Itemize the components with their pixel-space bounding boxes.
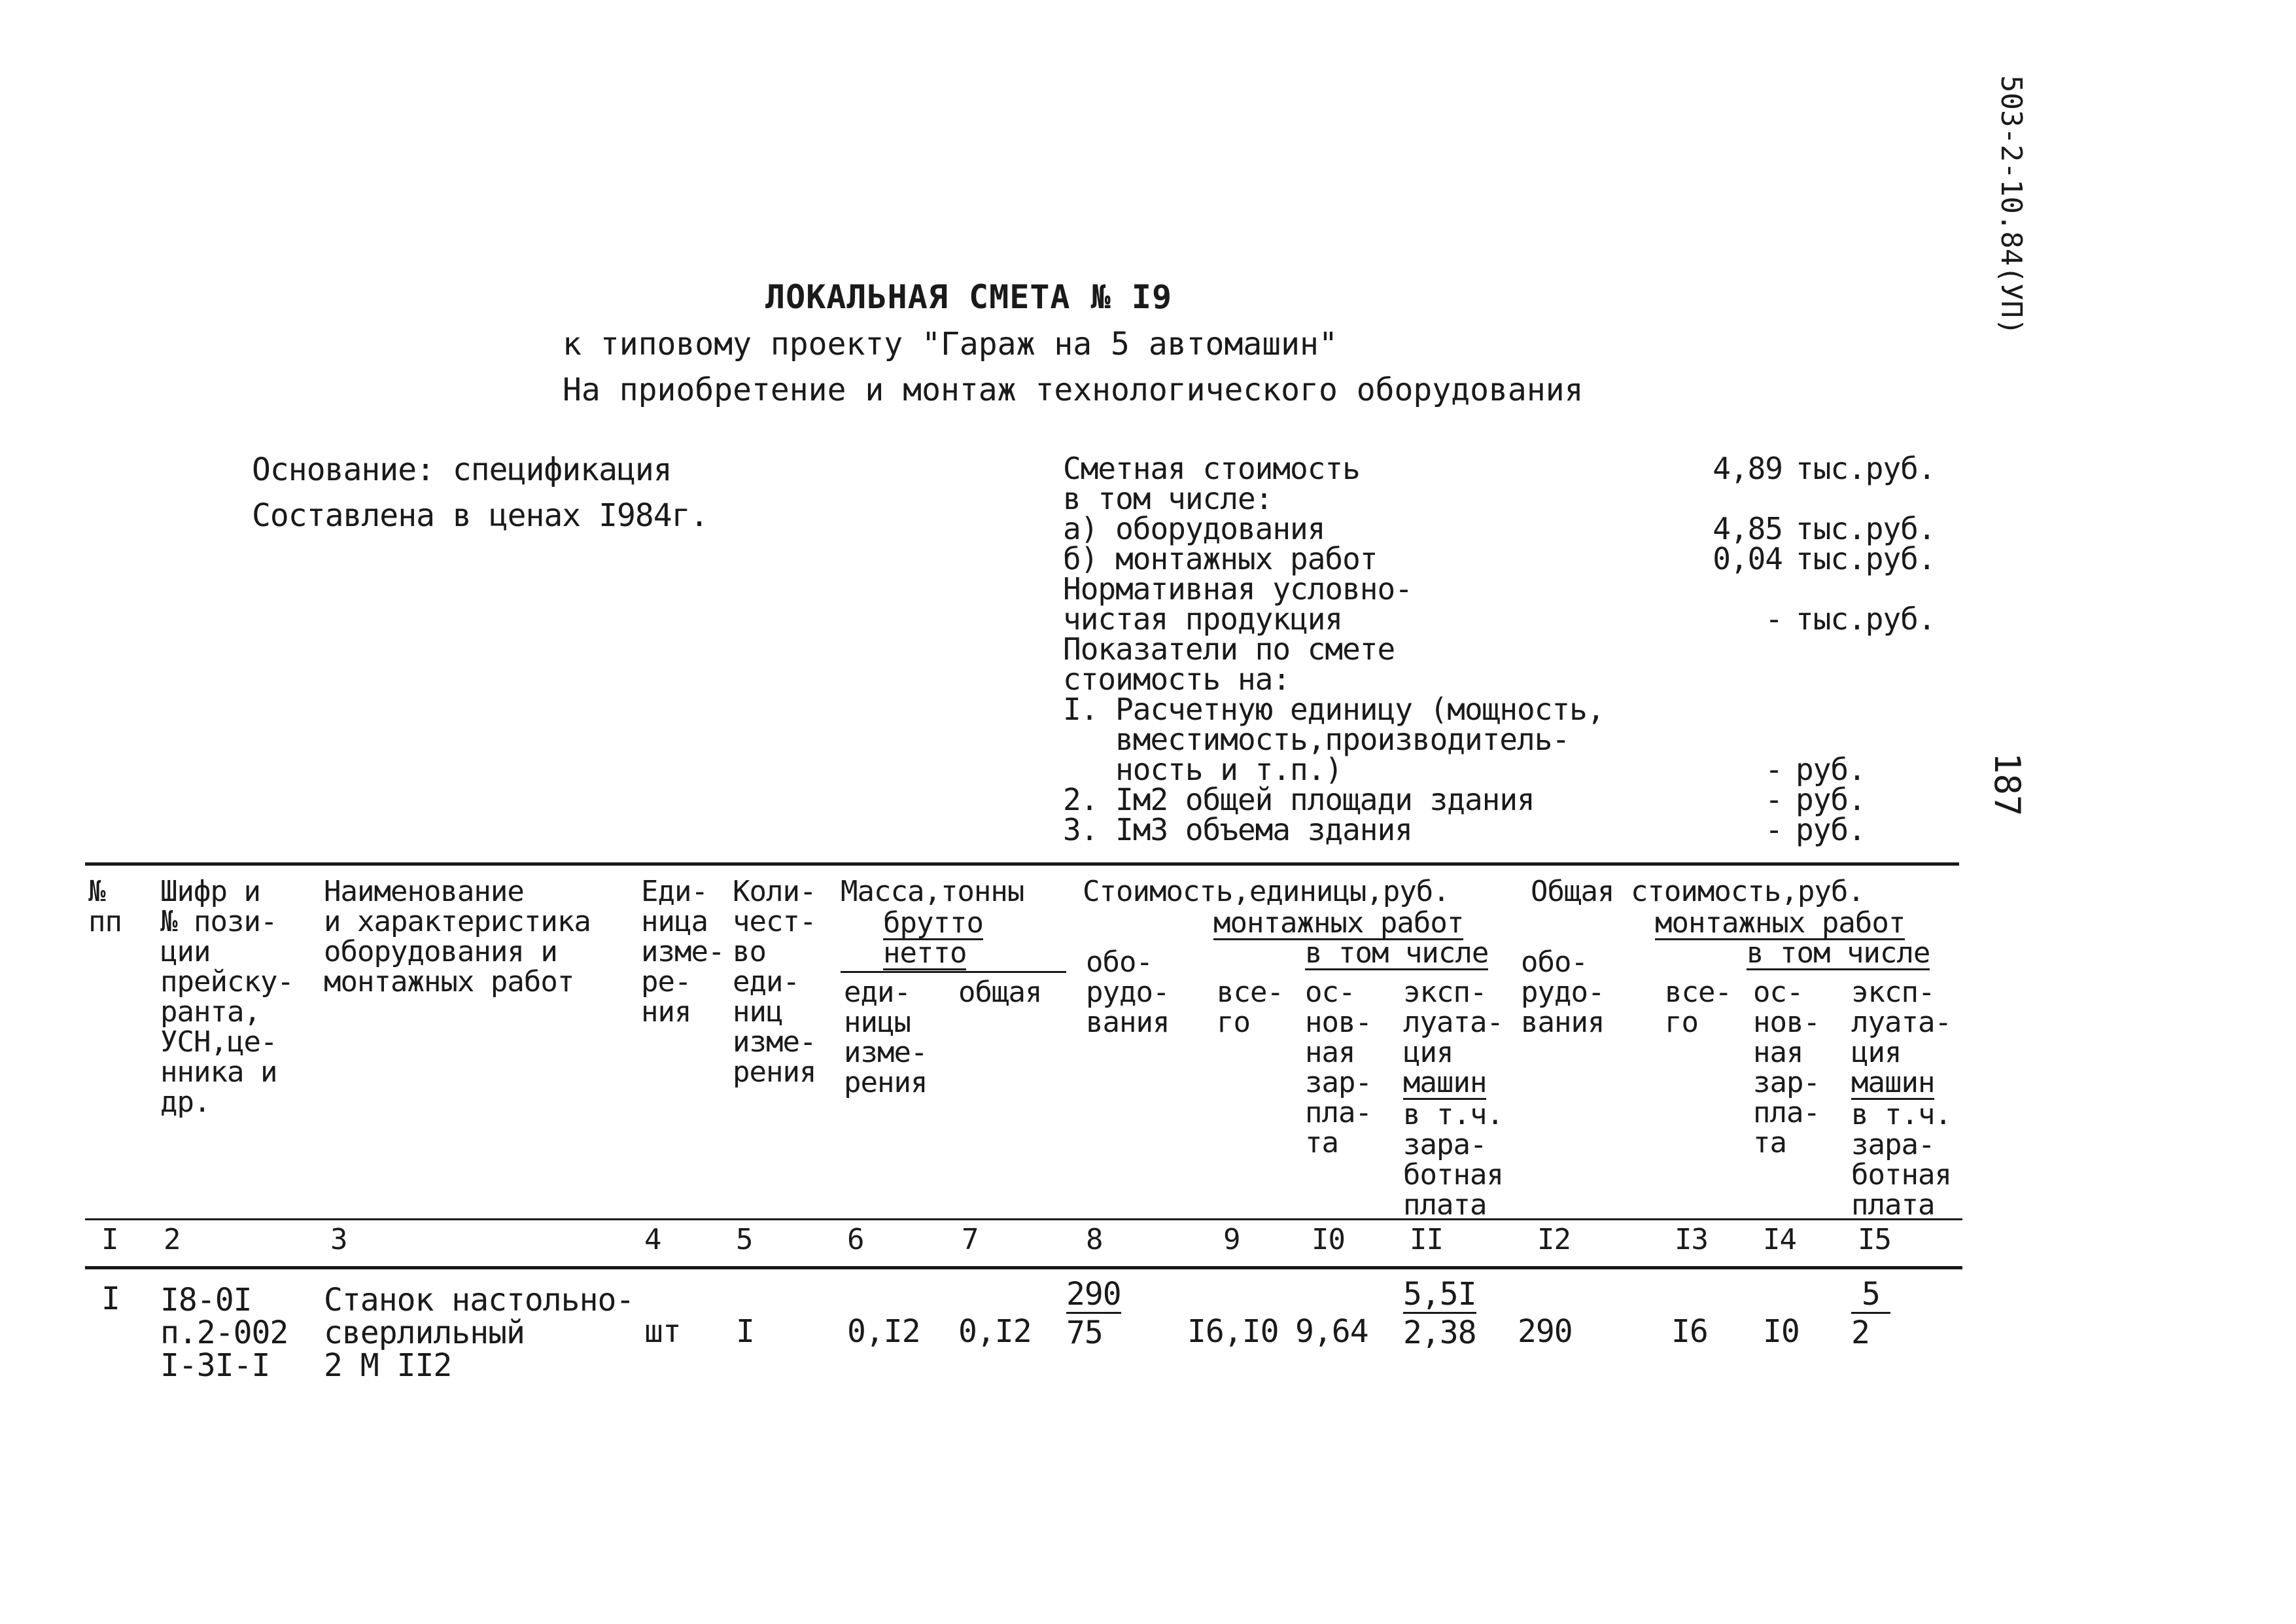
document-title: ЛОКАЛЬНАЯ СМЕТА № I9	[765, 278, 1173, 316]
summary-unit	[1796, 634, 1936, 664]
summary-value: -	[1765, 752, 1783, 787]
document-subtitle-project: к типовому проекту "Гараж на 5 автомашин"	[563, 326, 1338, 362]
summary-unit: руб.	[1796, 812, 1866, 847]
summary-value: -	[1765, 782, 1783, 817]
summary-value	[1697, 664, 1783, 694]
column-numbers-top-rule	[85, 1218, 1962, 1220]
summary-value: -	[1765, 601, 1783, 637]
unit-cost-incl-header: в том числе	[1305, 936, 1489, 970]
column-number: 5	[736, 1223, 753, 1256]
column-number: 4	[644, 1223, 661, 1256]
summary-label: Показатели по смете	[1063, 631, 1395, 667]
document-subtitle-purpose: На приобретение и монтаж технологического оборудования	[563, 372, 1584, 408]
row-quantity: I	[736, 1313, 754, 1350]
summary-labels	[1063, 453, 1605, 845]
summary-label: стоимость на:	[1063, 662, 1291, 697]
summary-unit	[1796, 724, 1936, 754]
column-number: II	[1410, 1223, 1443, 1256]
summary-unit	[1796, 694, 1936, 724]
row-unit: шт	[644, 1313, 681, 1350]
summary-values	[1697, 453, 1783, 845]
summary-unit: тыс.руб.	[1796, 601, 1936, 637]
column-number: 8	[1086, 1223, 1103, 1256]
header-col-11: эксп- луата- ция машин в т.ч. зара- ботная плата	[1403, 976, 1503, 1222]
row-total-equipment: 290	[1518, 1313, 1573, 1350]
column-number: I0	[1312, 1223, 1345, 1256]
column-number: 2	[164, 1223, 181, 1256]
summary-label: Сметная стоимость	[1063, 451, 1360, 486]
row-total-wage: I0	[1763, 1313, 1800, 1350]
summary-value	[1697, 634, 1783, 664]
row-mass-total: 0,I2	[958, 1313, 1032, 1350]
column-number: I5	[1858, 1223, 1891, 1256]
summary-unit: тыс.руб.	[1796, 511, 1936, 546]
brutto-header: брутто	[883, 906, 983, 940]
summary-value	[1697, 724, 1783, 754]
summary-units	[1796, 453, 1936, 845]
summary-label: ность и т.п.)	[1063, 752, 1343, 787]
header-col-7: общая	[958, 976, 1042, 1009]
summary-value	[1697, 484, 1783, 514]
prices-line: Составлена в ценах I984г.	[252, 497, 708, 534]
summary-unit: руб.	[1796, 752, 1866, 787]
row-total-machine: $\frac{5}{2}$	[1851, 1279, 1890, 1348]
row-code: I8-0I п.2-002 I-3I-I	[160, 1282, 288, 1384]
total-cost-group-header: Общая стоимость,руб.	[1531, 875, 1864, 908]
row-base-wage: 9,64	[1295, 1313, 1368, 1350]
mass-group-header: Масса,тонны	[841, 875, 1024, 908]
column-number: I	[101, 1223, 118, 1256]
column-number: I3	[1675, 1223, 1708, 1256]
column-number: I4	[1763, 1223, 1796, 1256]
summary-value: -	[1765, 812, 1783, 847]
summary-label: I. Расчетную единицу (мощность,	[1063, 692, 1605, 727]
side-project-code: 503-2-10.84(УП)	[1994, 75, 2028, 336]
header-col-9: все- го	[1217, 976, 1283, 1039]
total-cost-mont-header: монтажных работ	[1655, 906, 1905, 940]
row-equipment-cost: $\frac{290}{75}$	[1066, 1276, 1121, 1351]
header-col-15: эксп- луата- ция машин в т.ч. зара- ботная плата	[1851, 976, 1951, 1222]
mass-subheader-rule	[841, 971, 1066, 973]
summary-label: 2. Iм2 общей площади здания	[1063, 782, 1535, 817]
summary-unit	[1796, 484, 1936, 514]
summary-value	[1697, 574, 1783, 604]
header-col-3: Наименование и характеристика оборудования и монтажных работ	[324, 875, 591, 998]
summary-label: а) оборудования	[1063, 511, 1325, 546]
summary-label: Нормативная условно-	[1063, 571, 1412, 607]
header-col-2: Шифр и № пози- ции прейску- ранта, УСН,це- нника и др.	[160, 875, 294, 1119]
column-number: 7	[962, 1223, 979, 1256]
row-machine-cost: $\frac{5,5I}{2,38}$	[1403, 1276, 1476, 1351]
basis-line: Основание: спецификация	[252, 451, 672, 488]
header-col-14: ос- нов- ная зар- пла- та	[1753, 976, 1820, 1159]
total-cost-incl-header: в том числе	[1747, 936, 1930, 970]
header-bottom-rule	[85, 1266, 1962, 1269]
summary-label: б) монтажных работ	[1063, 541, 1378, 576]
summary-label: 3. Iм3 объема здания	[1063, 812, 1412, 847]
column-number: 3	[330, 1223, 347, 1256]
unit-cost-mont-header: монтажных работ	[1213, 906, 1464, 940]
unit-cost-group-header: Стоимость,единицы,руб.	[1083, 875, 1450, 908]
header-col-8: обо- рудо- вания	[1086, 945, 1170, 1039]
header-col-12: обо- рудо- вания	[1521, 945, 1605, 1039]
column-number: I2	[1537, 1223, 1571, 1256]
row-number: I	[101, 1280, 120, 1317]
column-number: 9	[1223, 1223, 1240, 1256]
table-top-rule	[85, 862, 1959, 866]
header-col-6: еди- ницы изме- рения	[844, 976, 928, 1099]
header-col-1: № пп	[88, 875, 122, 938]
summary-unit: руб.	[1796, 782, 1866, 817]
row-mont-total: I6,I0	[1187, 1313, 1279, 1350]
header-col-4: Еди- ница изме- ре- ния	[641, 875, 725, 1029]
summary-label: в том числе:	[1063, 481, 1273, 516]
row-name: Станок настольно- сверлильный 2 М II2	[324, 1282, 635, 1384]
summary-unit	[1796, 664, 1936, 694]
header-col-5: Коли- чест- во еди- ниц изме- рения	[733, 875, 816, 1089]
header-col-10: ос- нов- ная зар- пла- та	[1305, 976, 1372, 1159]
summary-label: вместимость,производитель-	[1063, 722, 1570, 757]
summary-unit	[1796, 574, 1936, 604]
summary-value: 4,89	[1713, 451, 1783, 486]
row-mass-unit: 0,I2	[847, 1313, 920, 1350]
column-number: 6	[847, 1223, 864, 1256]
summary-value	[1697, 694, 1783, 724]
row-total-mont: I6	[1671, 1313, 1708, 1350]
summary-value: 0,04	[1713, 541, 1783, 576]
summary-unit: тыс.руб.	[1796, 451, 1936, 486]
summary-label: чистая продукция	[1063, 601, 1343, 637]
summary-unit: тыс.руб.	[1796, 541, 1936, 576]
page-number: 187	[1987, 752, 2028, 817]
header-col-13: все- го	[1665, 976, 1731, 1039]
summary-value: 4,85	[1713, 511, 1783, 546]
netto-header: нетто	[883, 936, 967, 970]
